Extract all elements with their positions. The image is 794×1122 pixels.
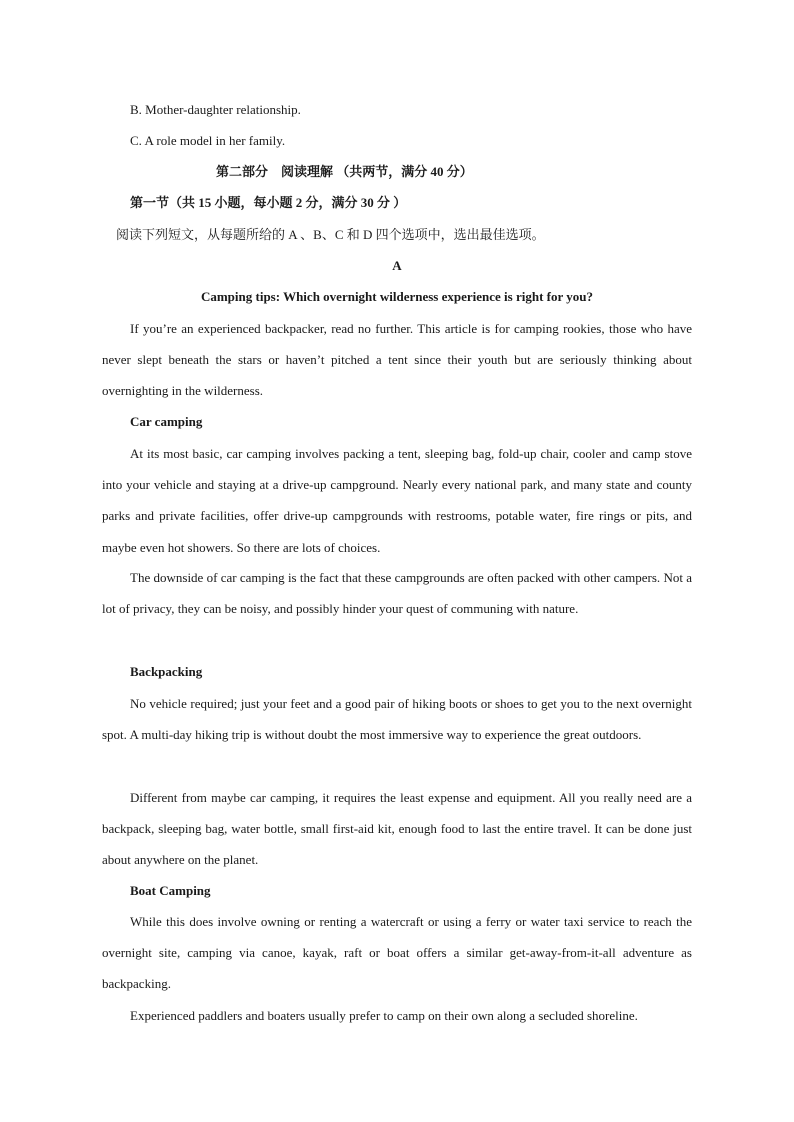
backpacking-paragraph-1: No vehicle required; just your feet and a good pair of hiking boots or shoes to get you to the next overnight spot. A multi-day hiking trip is without doubt the most immersive way to experience the great outdoors. <box>102 696 692 743</box>
boat-camping-paragraph-2: Experienced paddlers and boaters usually prefer to camp on their own along a secluded shoreline. <box>130 1008 638 1023</box>
article-title: Camping tips: Which overnight wilderness experience is right for you? <box>200 289 594 304</box>
option-b: B. Mother-daughter relationship. <box>130 102 301 117</box>
instruction: 阅读下列短文，从每题所给的 A 、B、C 和 D 四个选项中，选出最佳选项。 <box>116 227 545 242</box>
backpacking-paragraph-2: Different from maybe car camping, it requires the least expense and equipment. All you really need are a backpack, sleeping bag, water bottle, small first-aid kit, enough food to last the entire travel. It can be done just about anywhere on the planet. <box>102 790 692 868</box>
section-heading: 第一节（共 15 小题，每小题 2 分，满分 30 分 ） <box>130 195 407 210</box>
passage-letter: A <box>392 258 402 273</box>
part-heading: 第二部分 阅读理解 （共两节，满分 40 分） <box>216 164 473 179</box>
option-c: C. A role model in her family. <box>130 133 286 148</box>
section-heading-car-camping: Car camping <box>130 414 203 429</box>
boat-camping-paragraph-1: While this does involve owning or renting a watercraft or using a ferry or water taxi service to reach the overnight site, camping via canoe, kayak, raft or boat offers a similar get-away-from-it-all adventure as backpacking. <box>102 914 692 992</box>
section-heading-boat-camping: Boat Camping <box>130 883 211 898</box>
intro-paragraph: If you’re an experienced backpacker, read no further. This article is for camping rookies, those who have never slept beneath the stars or haven’t pitched a tent since their youth but are seriously thinking about overnighting in the wilderness. <box>102 321 692 399</box>
car-camping-paragraph-2: The downside of car camping is the fact that these campgrounds are often packed with other campers. Not a lot of privacy, they can be noisy, and possibly hinder your quest of communing with nature. <box>102 570 692 617</box>
section-heading-backpacking: Backpacking <box>130 664 203 679</box>
car-camping-paragraph-1: At its most basic, car camping involves packing a tent, sleeping bag, fold-up chair, cooler and camp stove into your vehicle and staying at a drive-up campground. Nearly every national park, and many state and county parks and private facilities, offer drive-up campgrounds with restrooms, potable water, fire rings or pits, and maybe even hot showers. So there are lots of choices. <box>102 446 692 555</box>
